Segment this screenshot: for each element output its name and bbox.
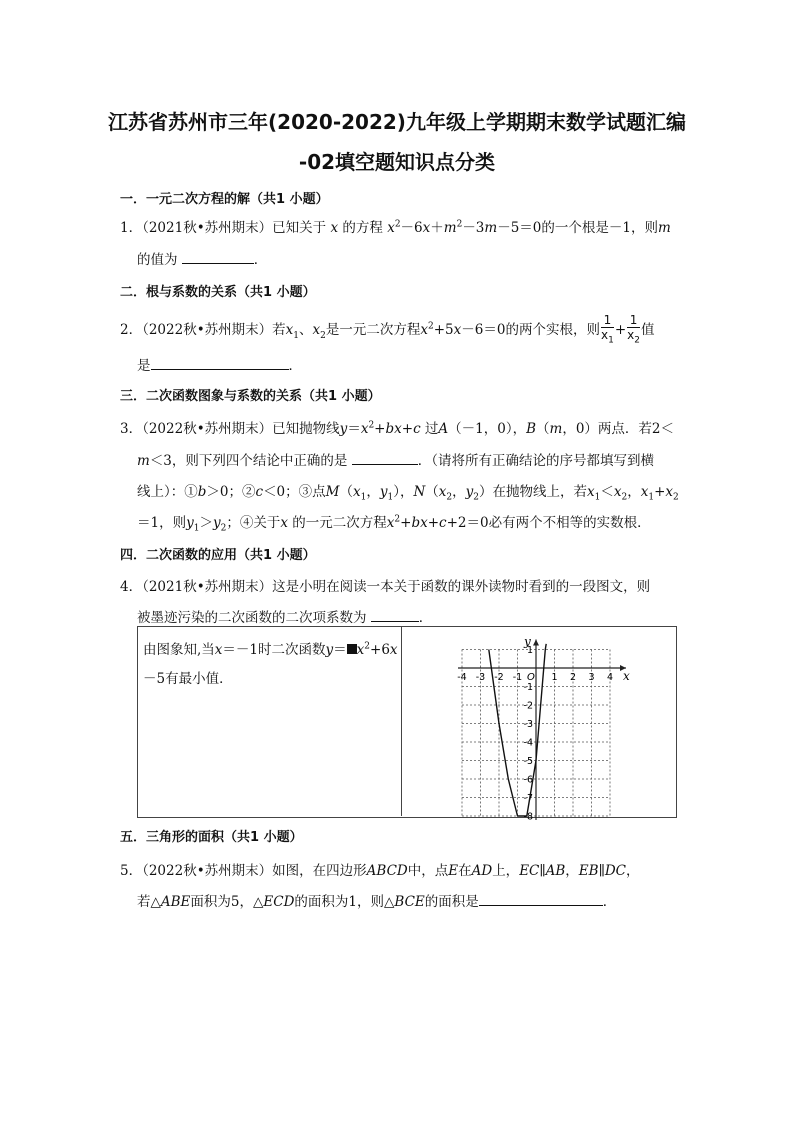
var-x: x <box>389 642 398 658</box>
q4-number: 4． <box>120 579 143 595</box>
var-x: x <box>420 322 429 339</box>
var-x1: x <box>587 484 595 500</box>
q3-text: ＞ <box>199 515 213 531</box>
q3-text: ．（请将所有正确结论的序号都填写到横 <box>417 453 654 469</box>
q2-answer-blank[interactable] <box>151 357 289 370</box>
q3-text: + <box>654 484 666 500</box>
figure-text: +6 <box>370 642 390 658</box>
q3-text: ， <box>366 484 380 500</box>
q2-text: 若 <box>272 322 286 339</box>
y-axis-label: y <box>524 634 531 649</box>
q2-text: 是 <box>137 358 151 374</box>
point-M: M <box>325 484 340 500</box>
triangle-ECD: ECD <box>263 894 295 910</box>
q3-text: 的一元二次方程 <box>292 515 387 531</box>
y-axis-arrow-icon <box>533 640 539 646</box>
var-x: x <box>422 220 431 236</box>
q4-source: （2021秋•苏州期末） <box>142 579 273 595</box>
q3-text: ）， <box>393 484 414 500</box>
q5-text: 上， <box>492 863 520 879</box>
point-B: B <box>526 421 537 437</box>
q5-text: 在 <box>458 863 472 879</box>
point-N: N <box>413 484 426 500</box>
question-2-line-2 <box>137 354 302 374</box>
question-4-line-1 <box>120 575 650 595</box>
q3-text: ）在抛物线上，若 <box>479 484 588 500</box>
q5-source: （2022秋•苏州期末） <box>142 863 273 879</box>
var-x2: x <box>613 484 622 500</box>
q1-text: ＋ <box>430 220 444 236</box>
y-tick-label: -3 <box>523 719 533 730</box>
x-tick-label: 1 <box>551 672 558 683</box>
figure-divider <box>401 626 402 816</box>
q4-text: 被墨迹污染的二次函数的二次项系数为 <box>137 610 367 626</box>
x-tick-label: -3 <box>475 672 486 683</box>
q3-text: + <box>374 421 386 437</box>
question-3-line-1: 3．（2022秋•苏州期末）已知抛物线$y=x^2+bx+c$ 过A（－1，0），B（m，0）两点．若2＜ <box>120 420 675 437</box>
page-title-line1: 江苏省苏州市三年(2020-2022)九年级上学期期末数学试题汇编 <box>108 110 686 134</box>
q3-text: 过 <box>424 421 439 437</box>
x-tick-label: -4 <box>457 672 467 683</box>
question-3-line-3: 线上）：①b＞0；②c＜0；③点$M(x_1$，$y_1$），$N(x_2$，$y_2$）在抛物线上，若$x_1<x_2$，$x_1+x_2$ <box>137 484 679 503</box>
q3-text: 线上）：① <box>137 484 198 500</box>
figure-text-line-1: 由图象知,当x＝－1时二次函数$y= x^2+6x$ <box>143 641 398 658</box>
q2-text: +5 <box>433 322 454 339</box>
q2-text: 、 <box>299 322 313 339</box>
figure-text-line-2 <box>143 667 233 687</box>
var-m: m <box>137 453 150 469</box>
var-x1: x <box>352 484 361 500</box>
var-c: c <box>413 421 421 437</box>
q2-text: 是一元二次方程 <box>325 322 421 339</box>
var-y1: y <box>186 515 194 531</box>
q4-end: ． <box>418 610 433 626</box>
var-x1: x <box>285 322 294 339</box>
y-tick-label: -4 <box>523 737 533 749</box>
var-x: x <box>214 642 223 658</box>
var-m: m <box>658 220 671 236</box>
q5-end: ． <box>602 894 617 910</box>
ink-stain-icon <box>347 644 357 654</box>
q5-text: ， <box>565 863 579 879</box>
q3-text: ＜0；③点 <box>263 484 326 500</box>
triangle-BCE: BCE <box>394 894 425 910</box>
q2-text: －6＝0的两个实根，则 <box>461 322 600 339</box>
x-tick-label: 3 <box>588 672 595 683</box>
q3-text: ， <box>452 484 466 500</box>
question-1-line-2 <box>137 248 267 268</box>
var-b: b <box>197 484 207 500</box>
q3-text: ＜ <box>600 484 614 500</box>
q5-text: ∥ <box>539 863 546 879</box>
q4-answer-blank[interactable] <box>371 609 419 622</box>
figure-text: －5有最小值． <box>143 671 233 687</box>
x-tick-label: 4 <box>606 672 614 683</box>
q1-answer-blank[interactable] <box>182 251 254 264</box>
q3-answer-blank[interactable] <box>352 452 418 465</box>
y-tick-label: -1 <box>523 682 533 693</box>
q3-text: ＝ <box>347 421 361 437</box>
segment-EB: EB <box>578 863 599 879</box>
q3-text: ＝1，则 <box>137 515 187 531</box>
q5-text: 中，点 <box>407 863 449 879</box>
var-m: m <box>549 421 563 437</box>
question-4-line-2 <box>137 606 432 626</box>
q3-source: （2022秋•苏州期末） <box>142 421 273 437</box>
q1-text: －6 <box>400 220 423 236</box>
question-3-line-2 <box>137 449 654 469</box>
segment-AB: AB <box>545 863 566 879</box>
var-x: x <box>280 515 288 531</box>
question-5-line-2 <box>137 890 616 910</box>
q3-text: （ <box>425 484 439 500</box>
q5-text: ∥ <box>598 863 605 879</box>
y-tick-label: -2 <box>523 700 533 712</box>
q3-text: ；④关于 <box>226 515 281 531</box>
q1-text: －3 <box>462 220 485 236</box>
q2-number: 2． <box>120 322 143 339</box>
q5-text: 的面积是 <box>424 894 479 910</box>
point-E: E <box>448 863 459 879</box>
parabola-chart <box>440 626 640 823</box>
q1-text: 的方程 <box>342 220 383 236</box>
q3-text: （ <box>536 421 550 437</box>
var-x: x <box>330 220 339 236</box>
question-2-line-1: 2．（2022秋•苏州期末）若$x_1$、$x_2$是一元二次方程$x^2+5x-6=0$的两个实根，则 $\frac{1}{x_1}$ + $\frac{1}{x_2}$ 值 <box>120 313 654 348</box>
q2-end: ． <box>288 358 302 374</box>
q5-number: 5． <box>120 863 143 879</box>
q5-answer-blank[interactable] <box>479 893 603 906</box>
q4-text: 这是小明在阅读一本关于函数的课外读物时看到的一段图文，则 <box>272 579 651 595</box>
var-x: x <box>360 421 369 437</box>
var-y2: y <box>465 484 474 500</box>
q3-text: （－1，0）， <box>448 421 527 437</box>
question-3-line-4: ＝1，则$y_1>y_2$；④关于x 的一元二次方程$x^2+bx+c+2=0$必有两个不相等的实数根． <box>137 514 651 534</box>
figure-text: ＝－1时二次函数 <box>222 642 326 658</box>
var-x2: x <box>312 322 321 339</box>
var-m: m <box>443 220 457 236</box>
var-y: y <box>339 421 348 437</box>
q1-end: ． <box>253 252 268 268</box>
q2-text: 值 <box>640 322 655 339</box>
var-bx: bx <box>385 421 402 437</box>
q3-text: + <box>427 515 440 531</box>
q3-text: ＜3，则下列四个结论中正确的是 <box>149 453 348 469</box>
var-c: c <box>255 484 264 500</box>
var-m: m <box>484 220 498 236</box>
y-tick-label: 1 <box>526 645 533 656</box>
q5-text: 如图，在四边形 <box>272 863 367 879</box>
var-y1: y <box>379 484 388 500</box>
q3-text: ＞0；② <box>206 484 256 500</box>
section-heading-2: 二．根与系数的关系（共1 小题） <box>120 285 316 300</box>
page-title-line2: -02填空题知识点分类 <box>298 150 496 174</box>
var-x: x <box>356 642 365 658</box>
q3-text: + <box>401 421 414 437</box>
q3-text: 已知抛物线 <box>272 421 340 437</box>
var-x: x <box>386 515 395 531</box>
q3-text: ，0）两点．若2＜ <box>562 421 675 437</box>
x-tick-label: 2 <box>569 672 577 683</box>
x-axis-label: x <box>623 669 630 683</box>
question-1-line-1: 1．（2021秋•苏州期末）已知关于 x 的方程 $x^2-6x+m^2-3m-5=0$的一个根是－1，则m <box>120 219 671 236</box>
var-x: x <box>387 220 395 236</box>
fraction-1-over-x2: $\frac{1}{x_2}$ <box>627 313 640 346</box>
figure-text: 由图象知,当 <box>143 642 215 658</box>
origin-label: O <box>527 672 535 683</box>
y-tick-label: -5 <box>523 756 533 767</box>
q5-text: 的面积为1，则△ <box>294 894 395 910</box>
y-tick-label: -8 <box>523 811 533 823</box>
point-A: A <box>438 421 449 437</box>
var-bx: bx <box>411 515 428 531</box>
segment-EC: EC <box>519 863 540 879</box>
fraction-1-over-x1: $\frac{1}{x_1}$ <box>600 313 614 346</box>
q5-text: 若△ <box>137 894 161 910</box>
q1-text: 的值为 <box>137 252 178 268</box>
q3-text: （ <box>339 484 353 500</box>
var-x2: x <box>438 484 447 500</box>
figure-text: ＝ <box>333 642 347 658</box>
section-heading-1: 一．一元二次方程的解（共1 小题） <box>120 192 329 207</box>
x-tick-label: -1 <box>512 672 523 683</box>
q1-number: 1． <box>120 220 143 236</box>
q5-text: 面积为5，△ <box>190 894 264 910</box>
triangle-ABE: ABE <box>160 894 191 910</box>
y-tick-label: -7 <box>523 793 533 804</box>
var-y: y <box>325 642 334 658</box>
section-heading-4: 四．二次函数的应用（共1 小题） <box>120 548 316 563</box>
segment-AD: AD <box>471 863 493 879</box>
section-heading-3: 三．二次函数图象与系数的关系（共1 小题） <box>120 389 381 404</box>
section-heading-5: 五．三角形的面积（共1 小题） <box>120 830 303 845</box>
var-y2: y <box>212 515 221 531</box>
var-x2: x <box>665 484 674 500</box>
y-tick-label: -6 <box>523 774 533 786</box>
q3-text: + <box>400 515 412 531</box>
x-tick-label: -2 <box>494 672 504 683</box>
segment-DC: DC <box>604 863 626 879</box>
q3-number: 3． <box>120 421 143 437</box>
var-c: c <box>439 515 447 531</box>
shape-ABCD: ABCD <box>366 863 408 879</box>
question-5-line-1: 5．（2022秋•苏州期末）如图，在四边形ABCD中，点E在AD上，EC∥AB，EB∥DC， <box>120 863 640 879</box>
q3-text: +2＝0必有两个不相等的实数根． <box>446 515 651 531</box>
var-x1: x <box>640 484 649 500</box>
q3-text: ， <box>627 484 641 500</box>
q1-source: （2021秋•苏州期末） <box>142 220 273 236</box>
var-x: x <box>453 322 462 339</box>
q2-source: （2022秋•苏州期末） <box>142 322 273 339</box>
q1-text: －5＝0的一个根是－1，则 <box>497 220 658 236</box>
q1-text: 已知关于 <box>272 220 327 236</box>
